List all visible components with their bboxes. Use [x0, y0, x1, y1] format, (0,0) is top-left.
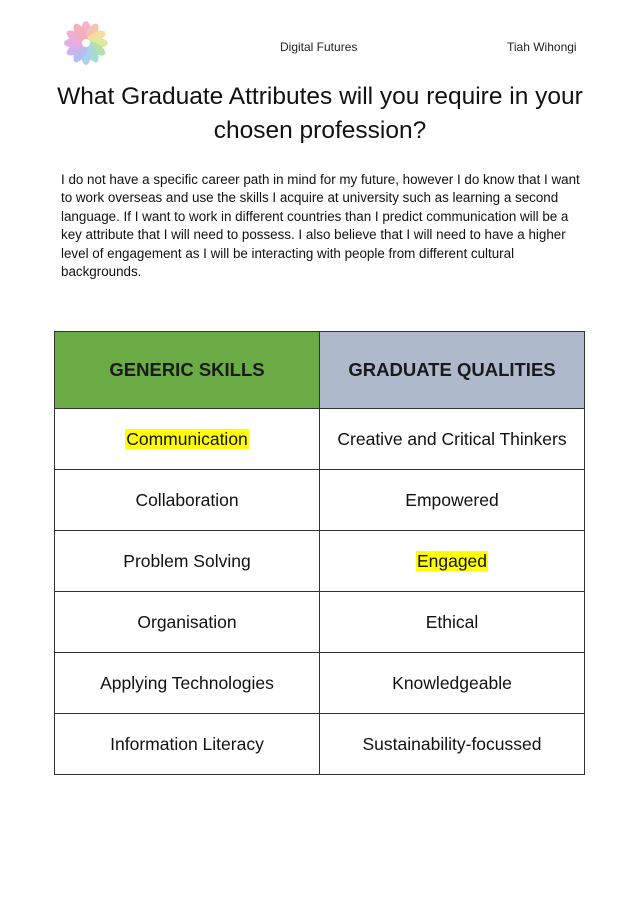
generic-skill-cell: Collaboration — [55, 470, 320, 531]
generic-skills-header: GENERIC SKILLS — [55, 332, 320, 409]
body-paragraph: I do not have a specific career path in mind for my future, however I do know that I want to work overseas and use the skills I acquire at university such as learning a second language. If I want to work in different countries than I predict communication will be a key attribute that I will need to possess. I also believe that I will need to have a higher level of engagement as I will be interacting with people from different cultural backgrounds. — [61, 172, 580, 280]
graduate-quality-cell — [320, 531, 585, 592]
graduate-quality-cell: Sustainability-focussed — [320, 714, 585, 775]
generic-skill-cell: Information Literacy — [55, 714, 320, 775]
table-row — [55, 531, 585, 592]
table-row — [55, 592, 585, 653]
graduate-quality-cell: Creative and Critical Thinkers — [320, 409, 585, 470]
table-row — [55, 470, 585, 531]
highlighted-quality: Engaged — [416, 550, 488, 571]
graduate-quality-cell: Knowledgeable — [320, 653, 585, 714]
table-row — [55, 409, 585, 470]
header-course-title: Digital Futures — [280, 40, 358, 54]
generic-skill-cell: Applying Technologies — [55, 653, 320, 714]
header-author-name: Tiah Wihongi — [507, 40, 577, 54]
graduate-quality-cell: Ethical — [320, 592, 585, 653]
table-row — [55, 653, 585, 714]
attributes-table — [54, 331, 585, 775]
highlighted-skill: Communication — [126, 428, 248, 449]
generic-skill-cell — [55, 409, 320, 470]
pinwheel-logo-icon — [62, 19, 110, 67]
generic-skill-cell: Problem Solving — [55, 531, 320, 592]
graduate-qualities-header: GRADUATE QUALITIES — [320, 332, 585, 409]
graduate-quality-cell: Empowered — [320, 470, 585, 531]
table-header-row — [55, 332, 585, 409]
table-row — [55, 714, 585, 775]
page-title: What Graduate Attributes will you require in your chosen profession? — [57, 83, 583, 144]
generic-skill-cell: Organisation — [55, 592, 320, 653]
